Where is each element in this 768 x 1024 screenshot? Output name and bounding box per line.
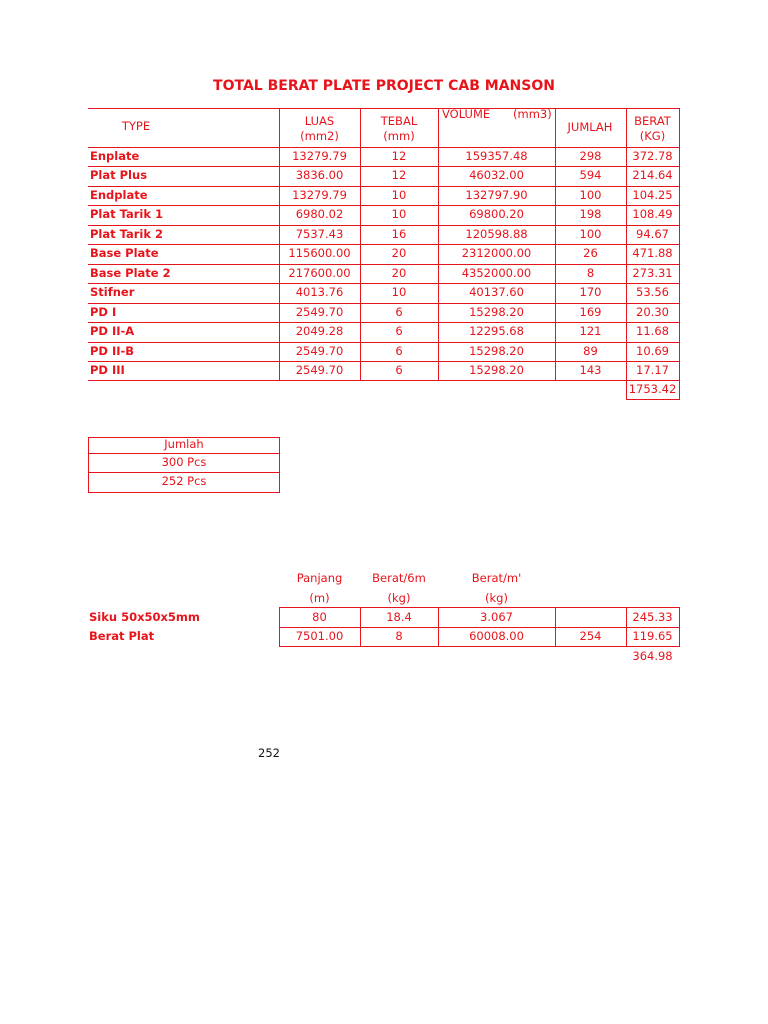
cell-luas: 2549.70: [295, 363, 344, 377]
header-luas: [279, 114, 360, 144]
divider: [679, 108, 680, 381]
header-panjang-label: Panjang: [296, 571, 343, 585]
divider: [88, 205, 680, 206]
cell-luas: 2049.28: [295, 324, 344, 338]
jumlah-row: 252 Pcs: [161, 474, 207, 488]
header-berat-label: BERAT: [634, 114, 671, 128]
header-luas-unit: (mm2): [300, 129, 339, 143]
cell-berat: 214.64: [632, 168, 673, 182]
cell-jumlah: 8: [586, 266, 595, 280]
header-volume-label: VOLUME: [442, 107, 491, 121]
berat-plat-total: 119.65: [632, 629, 673, 643]
jumlah-header: Jumlah: [164, 437, 204, 451]
header-type: TYPE: [121, 119, 151, 133]
cell-tebal: 20: [391, 246, 407, 260]
berat-plat-panjang: 7501.00: [295, 629, 344, 643]
divider: [438, 108, 439, 381]
divider: [88, 283, 680, 284]
cell-type: Plat Plus: [90, 168, 148, 182]
berat-plat-berat6m: 8: [395, 629, 403, 643]
divider: [279, 108, 280, 381]
cell-berat: 372.78: [632, 149, 673, 163]
siku-beratm: 3.067: [480, 610, 513, 624]
cell-type: PD III: [90, 363, 125, 377]
cell-luas: 4013.76: [295, 285, 344, 299]
header-tebal-unit: (mm): [383, 129, 415, 143]
siku-total: 245.33: [632, 610, 673, 624]
cell-berat: 53.56: [636, 285, 669, 299]
cell-type: Base Plate 2: [90, 266, 171, 280]
divider: [88, 166, 680, 167]
cell-tebal: 10: [391, 188, 407, 202]
cell-tebal: 6: [395, 344, 403, 358]
cell-volume: 159357.48: [465, 149, 528, 163]
cell-type: Endplate: [90, 188, 148, 202]
cell-type: PD I: [90, 305, 117, 319]
cell-tebal: 16: [391, 227, 407, 241]
divider: [626, 399, 680, 400]
siku-berat6m: 18.4: [386, 610, 412, 624]
cell-luas: 6980.02: [295, 207, 344, 221]
cell-volume: 132797.90: [465, 188, 528, 202]
cell-berat: 11.68: [636, 324, 669, 338]
jumlah-row: 300 Pcs: [161, 455, 207, 469]
divider: [88, 322, 680, 323]
divider: [88, 303, 680, 304]
divider: [88, 380, 680, 381]
header-tebal: [360, 114, 438, 144]
cell-berat: 17.17: [636, 363, 669, 377]
header-berat-unit: (KG): [639, 129, 666, 143]
cell-berat: 94.67: [636, 227, 669, 241]
divider: [88, 186, 680, 187]
divider: [88, 361, 680, 362]
cell-tebal: 10: [391, 285, 407, 299]
cell-luas: 13279.79: [292, 149, 347, 163]
footer-number: 252: [258, 746, 280, 760]
cell-jumlah: 26: [583, 246, 598, 260]
cell-volume: 15298.20: [469, 363, 524, 377]
berat-plat-beratm: 60008.00: [469, 629, 524, 643]
cell-jumlah: 100: [579, 227, 602, 241]
cell-luas: 115600.00: [288, 246, 351, 260]
divider: [626, 108, 627, 381]
divider: [279, 646, 680, 647]
header-volume-unit: (mm3): [513, 107, 552, 121]
divider: [555, 108, 556, 381]
divider: [360, 108, 361, 381]
cell-volume: 4352000.00: [461, 266, 532, 280]
cell-berat: 104.25: [632, 188, 673, 202]
cell-jumlah: 169: [579, 305, 602, 319]
cell-type: Base Plate: [90, 246, 159, 260]
cell-volume: 15298.20: [469, 305, 524, 319]
header-beratm-unit: (kg): [485, 591, 508, 605]
cell-luas: 7537.43: [295, 227, 344, 241]
cell-tebal: 6: [395, 305, 403, 319]
header-berat6m-label: Berat/6m: [372, 571, 426, 585]
siku-row-label: Siku 50x50x5mm: [89, 610, 200, 624]
cell-jumlah: 298: [579, 149, 602, 163]
cell-berat: 10.69: [636, 344, 669, 358]
divider: [679, 380, 680, 400]
cell-jumlah: 143: [579, 363, 602, 377]
cell-luas: 3836.00: [295, 168, 344, 182]
cell-type: PD II-A: [90, 324, 135, 338]
cell-jumlah: 170: [579, 285, 602, 299]
cell-berat: 273.31: [632, 266, 673, 280]
header-berat: [626, 114, 679, 144]
cell-jumlah: 121: [579, 324, 602, 338]
header-berat6m-unit: (kg): [387, 591, 411, 605]
cell-berat: 471.88: [632, 246, 673, 260]
header-luas-label: LUAS: [304, 114, 335, 128]
cell-volume: 40137.60: [469, 285, 524, 299]
divider: [626, 380, 627, 400]
divider: [679, 607, 680, 647]
cell-luas: 2549.70: [295, 305, 344, 319]
cell-berat: 108.49: [632, 207, 673, 221]
cell-tebal: 12: [391, 168, 407, 182]
cell-volume: 2312000.00: [461, 246, 532, 260]
divider: [88, 108, 680, 109]
cell-type: Enplate: [90, 149, 140, 163]
cell-volume: 69800.20: [469, 207, 524, 221]
cell-jumlah: 89: [583, 344, 598, 358]
cell-type: PD II-B: [90, 344, 135, 358]
divider: [88, 147, 680, 148]
cell-tebal: 12: [391, 149, 407, 163]
cell-tebal: 10: [391, 207, 407, 221]
cell-luas: 217600.00: [288, 266, 351, 280]
divider: [88, 244, 680, 245]
divider: [88, 264, 680, 265]
header-tebal-label: TEBAL: [380, 114, 418, 128]
berat-plat-label: Berat Plat: [89, 629, 155, 643]
cell-type: Stifner: [90, 285, 135, 299]
divider: [88, 342, 680, 343]
cell-volume: 15298.20: [469, 344, 524, 358]
cell-tebal: 6: [395, 363, 403, 377]
grand-total: 364.98: [632, 649, 673, 663]
cell-volume: 120598.88: [465, 227, 528, 241]
cell-jumlah: 594: [579, 168, 602, 182]
cell-volume: 46032.00: [469, 168, 524, 182]
page-title: TOTAL BERAT PLATE PROJECT CAB MANSON: [213, 78, 555, 94]
cell-luas: 13279.79: [292, 188, 347, 202]
header-beratm-label: Berat/m': [471, 571, 522, 585]
header-panjang-unit: (m): [309, 591, 330, 605]
cell-jumlah: 100: [579, 188, 602, 202]
total-berat: 1753.42: [628, 382, 677, 396]
cell-type: Plat Tarik 2: [90, 227, 164, 241]
berat-plat-jumlah: 254: [579, 629, 602, 643]
divider: [88, 225, 680, 226]
cell-volume: 12295.68: [469, 324, 524, 338]
cell-jumlah: 198: [579, 207, 602, 221]
cell-luas: 2549.70: [295, 344, 344, 358]
cell-type: Plat Tarik 1: [90, 207, 164, 221]
cell-tebal: 6: [395, 324, 403, 338]
cell-tebal: 20: [391, 266, 407, 280]
siku-panjang: 80: [312, 610, 327, 624]
cell-berat: 20.30: [636, 305, 669, 319]
header-jumlah: JUMLAH: [567, 120, 613, 134]
